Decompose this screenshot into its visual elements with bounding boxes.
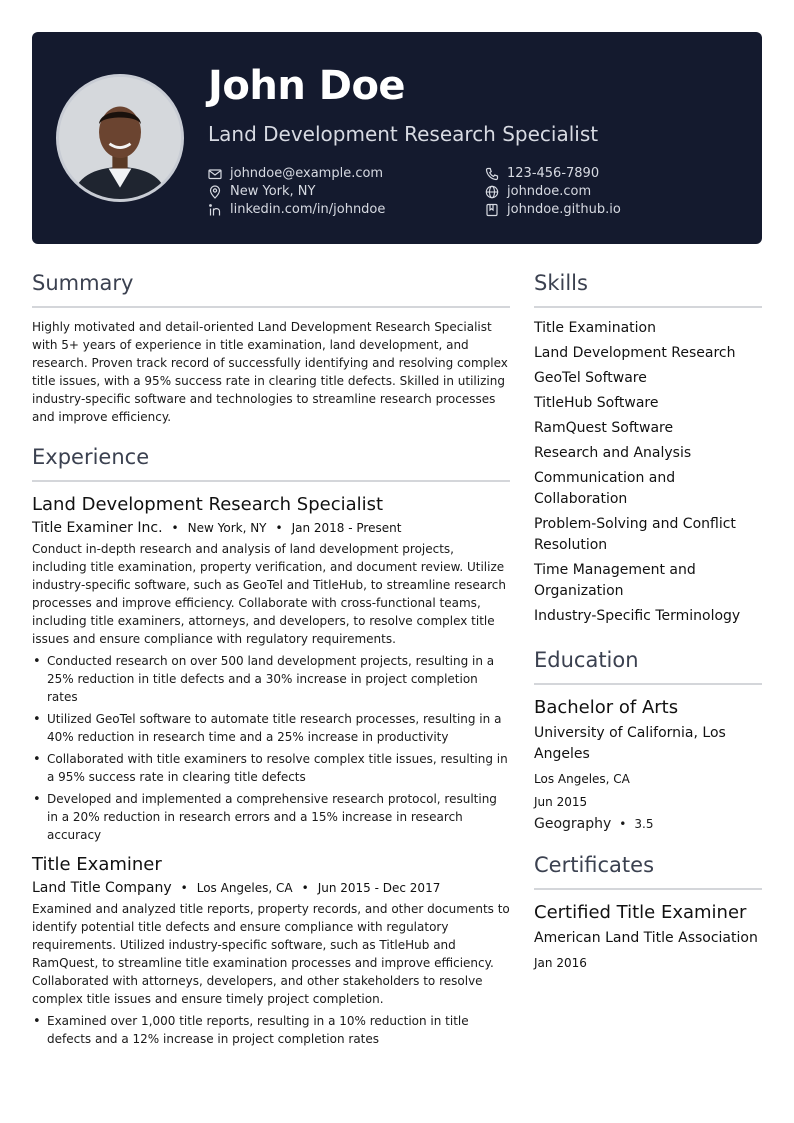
contact-website[interactable]: johndoe.com — [485, 183, 591, 201]
job-dates: Jan 2018 - Present — [291, 521, 402, 535]
education-item — [534, 695, 762, 832]
skills-heading: Skills — [534, 268, 762, 308]
candidate-headline: Land Development Research Specialist — [208, 122, 599, 146]
education-school: University of California, Los Angeles — [534, 725, 726, 762]
linkedin-icon — [208, 203, 222, 217]
map-pin-icon — [208, 185, 222, 199]
skills-list — [534, 318, 762, 627]
contact-phone[interactable]: 123-456-7890 — [485, 165, 599, 183]
list-item: • Utilized GeoTel software to automate title research processes, resulting in a 40% reduction in research time and a 25% increase in productivity — [32, 710, 510, 746]
education-location: Los Angeles, CA — [534, 772, 630, 786]
job-location: Los Angeles, CA — [196, 881, 293, 895]
skill-item: Research and Analysis — [534, 445, 692, 461]
skill-item: Land Development Research — [534, 345, 736, 361]
list-item: • Collaborated with title examiners to resolve complex title issues, resulting in a 95% success rate in clearing title defects — [32, 750, 510, 786]
job-company: Land Title Company — [32, 880, 172, 896]
contact-location: New York, NY — [208, 183, 315, 201]
skill-item: Industry-Specific Terminology — [534, 608, 741, 624]
job-company: Title Examiner Inc. — [32, 520, 163, 536]
education-date: Jun 2015 — [534, 795, 588, 809]
contact-email[interactable]: johndoe@example.com — [208, 165, 383, 183]
experience-heading: Experience — [32, 442, 510, 482]
contact-linkedin[interactable]: linkedin.com/in/johndoe — [208, 201, 385, 219]
contact-github[interactable]: johndoe.github.io — [485, 201, 621, 219]
skill-item: Time Management and Organization — [534, 562, 696, 599]
list-item: • Examined over 1,000 title reports, resulting in a 10% reduction in title defects and a 12% increase in project completion rates — [32, 1012, 510, 1048]
job-dates: Jun 2015 - Dec 2017 — [317, 881, 441, 895]
job-description: Examined and analyzed title reports, property records, and other documents to identify potential title defects and ensure compliance with regulatory requirements. Utilized industry-specific software, such as TitleHub and RamQuest, to streamline title examination processes and improve efficiency. Collaborated with attorneys, developers, and other stakeholders to resolve complex title issues and ensure timely project completion. — [32, 902, 510, 1006]
job-description: Conduct in-depth research and analysis of land development projects, including title examination, property verification, and document review. Utilize industry-specific software, such as GeoTel and TitleHub, to streamline research processes and improve efficiency. Collaborate with cross-functional teams, including title examiners, attorneys, and developers, to resolve complex title issues and ensure compliance with regulatory requirements. — [32, 542, 507, 646]
list-item: • Developed and implemented a comprehensive research protocol, resulting in a 20% reduction in research errors and a 15% increase in research accuracy — [32, 790, 510, 844]
phone-icon — [485, 167, 499, 181]
summary-heading: Summary — [32, 268, 510, 308]
globe-icon — [485, 185, 499, 199]
summary-text: Highly motivated and detail-oriented Land Development Research Specialist with 5+ years of experience in title examination, land development, and research. Proven track record of successfully identifying and resolving complex title issues, with a 95% success rate in clearing title defects. Skilled in utilizing industry-specific software and technologies to streamline research processes and improve efficiency. — [32, 320, 508, 424]
certificate-item — [534, 900, 762, 972]
experience-item — [32, 492, 510, 844]
skill-item: Title Examination — [534, 320, 656, 336]
job-meta: Land Title Company • Los Angeles, CA • Jun 2015 - Dec 2017 — [32, 880, 441, 896]
job-title: Title Examiner — [32, 854, 162, 875]
bookmark-icon — [485, 203, 499, 217]
job-highlights — [32, 652, 510, 844]
job-meta: Title Examiner Inc. • New York, NY • Jan 2018 - Present — [32, 520, 402, 536]
side-column — [534, 268, 762, 972]
main-column — [32, 268, 510, 1052]
resume-header — [32, 32, 762, 244]
certificate-issuer: American Land Title Association — [534, 930, 758, 946]
skill-item: Problem-Solving and Conflict Resolution — [534, 516, 736, 553]
education-field-row: Geography • 3.5 — [534, 816, 654, 832]
skill-item: GeoTel Software — [534, 370, 647, 386]
candidate-name: John Doe — [208, 63, 406, 109]
skill-item: RamQuest Software — [534, 420, 674, 436]
certificate-name: Certified Title Examiner — [534, 902, 747, 923]
job-location: New York, NY — [187, 521, 267, 535]
profile-photo — [56, 74, 184, 202]
job-highlights — [32, 1012, 510, 1048]
job-title: Land Development Research Specialist — [32, 494, 384, 515]
experience-item — [32, 852, 510, 1048]
mail-icon — [208, 167, 222, 181]
skill-item: TitleHub Software — [534, 395, 659, 411]
certificates-heading: Certificates — [534, 850, 762, 890]
education-degree: Bachelor of Arts — [534, 697, 679, 718]
education-heading: Education — [534, 645, 762, 685]
education-field: Geography — [534, 816, 612, 832]
skill-item: Communication and Collaboration — [534, 470, 676, 507]
certificate-date: Jan 2016 — [534, 956, 587, 970]
education-gpa: 3.5 — [634, 817, 654, 831]
list-item: • Conducted research on over 500 land development projects, resulting in a 25% reduction in title defects and a 30% increase in project completion rates — [32, 652, 510, 706]
